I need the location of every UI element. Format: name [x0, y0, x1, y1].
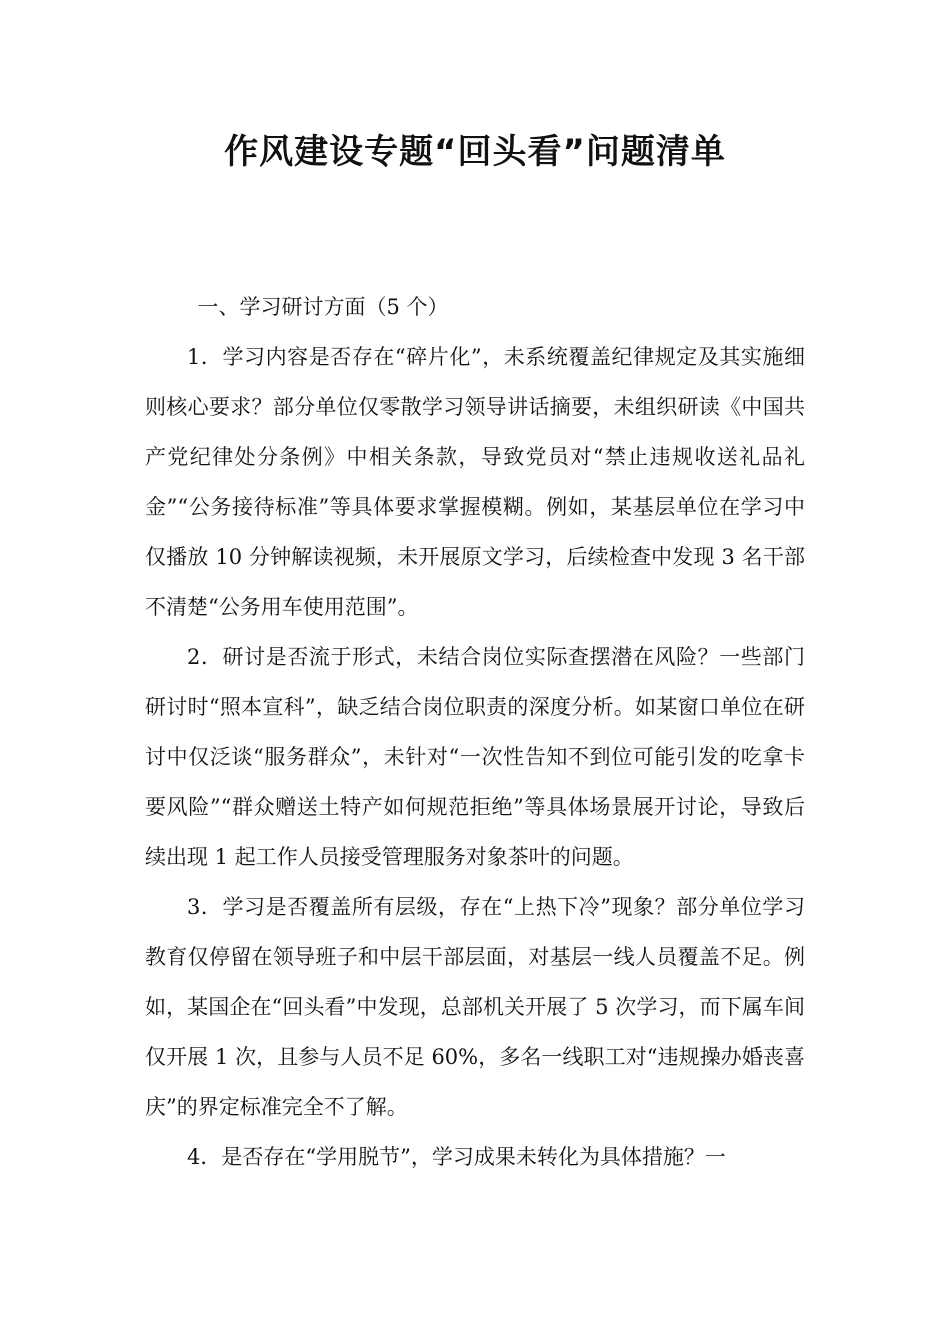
document-body — [145, 282, 805, 1182]
paragraph-item-2: 2．研讨是否流于形式，未结合岗位实际查摆潜在风险？一些部门研讨时“照本宣科”，缺乏结合岗位职责的深度分析。如某窗口单位在研讨中仅泛谈“服务群众”，未针对“一次性告知不到位可能引发的吃拿卡要风险”“群众赠送土特产如何规范拒绝”等具体场景展开讨论，导致后续出现 1 起工作人员接受管理服务对象茶叶的问题。 — [145, 645, 805, 869]
document-title: 作风建设专题“回头看”问题清单 — [224, 132, 726, 172]
paragraph-item-4: 4．是否存在“学用脱节”，学习成果未转化为具体措施？一 — [187, 1145, 726, 1169]
paragraph-item-3: 3．学习是否覆盖所有层级，存在“上热下冷”现象？部分单位学习教育仅停留在领导班子和中层干部层面，对基层一线人员覆盖不足。例如，某国企在“回头看”中发现，总部机关开展了 5 次学习，而下属车间仅开展 1 次，且参与人员不足 60%，多名一线职工对“违规操办婚丧喜庆”的界定标准完全不了解。 — [145, 895, 805, 1119]
paragraph-item-1: 1．学习内容是否存在“碎片化”，未系统覆盖纪律规定及其实施细则核心要求？部分单位仅零散学习领导讲话摘要，未组织研读《中国共产党纪律处分条例》中相关条款，导致党员对“禁止违规收送礼品礼金”“公务接待标准”等具体要求掌握模糊。例如，某基层单位在学习中仅播放 10 分钟解读视频，未开展原文学习，后续检查中发现 3 名干部不清楚“公务用车使用范围”。 — [145, 345, 805, 619]
section-heading: 一、学习研讨方面（5 个） — [197, 295, 449, 319]
